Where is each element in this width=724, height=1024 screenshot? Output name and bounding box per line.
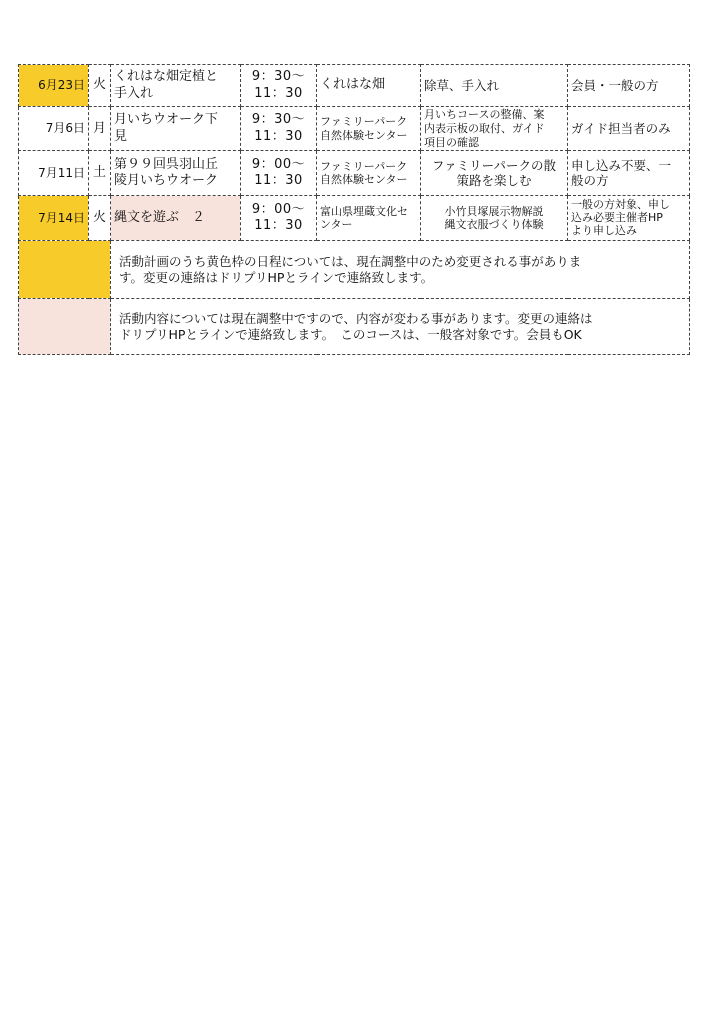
target-cell bbox=[568, 107, 690, 151]
time-start: 9：30〜 bbox=[251, 69, 306, 85]
content-cell bbox=[421, 196, 568, 241]
title-cell bbox=[111, 196, 241, 241]
target-cell bbox=[568, 151, 690, 196]
schedule-table bbox=[18, 64, 690, 355]
place-line: ファミリーパーク bbox=[320, 159, 408, 173]
title-line: 月いちウオーク下 bbox=[114, 112, 219, 128]
content-line: 小竹貝塚展示物解説 bbox=[444, 204, 544, 218]
content-line: 内表示板の取付、ガイド bbox=[424, 121, 545, 135]
place-line: 自然体験センター bbox=[320, 128, 408, 142]
place-line: ファミリーパーク bbox=[320, 114, 408, 128]
title-line: 見 bbox=[114, 128, 128, 144]
target-line: 会員・一般の方 bbox=[571, 77, 659, 93]
time-end: 11：30 bbox=[254, 173, 303, 189]
note-row bbox=[19, 299, 690, 355]
weekday-cell: 土 bbox=[89, 151, 111, 196]
time-cell bbox=[241, 107, 317, 151]
time-end: 11：30 bbox=[254, 128, 303, 144]
schedule-row bbox=[19, 65, 690, 107]
title-line: 陵月いちウオーク bbox=[114, 173, 219, 189]
target-line: ガイド担当者のみ bbox=[571, 120, 671, 136]
time-cell bbox=[241, 196, 317, 241]
title-line: 縄文を遊ぶ ２ bbox=[114, 210, 206, 226]
time-cell bbox=[241, 151, 317, 196]
schedule-row bbox=[19, 151, 690, 196]
target-line: より申し込み bbox=[571, 223, 637, 237]
pink-legend-swatch bbox=[19, 299, 111, 355]
date-cell: 7月14日 bbox=[19, 196, 89, 241]
title-cell bbox=[111, 107, 241, 151]
time-end: 11：30 bbox=[254, 85, 303, 101]
note-row bbox=[19, 241, 690, 299]
time-end: 11：30 bbox=[254, 218, 303, 234]
target-cell bbox=[568, 196, 690, 241]
schedule-row bbox=[19, 196, 690, 241]
target-line: 一般の方対象、申し bbox=[571, 198, 670, 212]
date-cell: 7月6日 bbox=[19, 107, 89, 151]
content-cell bbox=[421, 65, 568, 107]
place-line: 自然体験センター bbox=[320, 173, 408, 187]
place-line: ンター bbox=[320, 218, 353, 232]
target-line: 込み必要主催者HP bbox=[571, 210, 663, 224]
content-line: 項目の確認 bbox=[424, 135, 479, 149]
content-cell bbox=[421, 107, 568, 151]
target-line: 般の方 bbox=[571, 173, 609, 189]
target-line: 申し込み不要、一 bbox=[571, 157, 672, 173]
place-line: 富山県埋蔵文化セ bbox=[320, 204, 408, 218]
note-line: 活動計画のうち黄色枠の日程については、現在調整中のため変更される事がありま bbox=[119, 254, 582, 270]
place-cell bbox=[317, 65, 421, 107]
time-start: 9：00〜 bbox=[251, 202, 306, 217]
content-line: 縄文衣服づくり体験 bbox=[444, 218, 544, 232]
place-cell bbox=[317, 107, 421, 151]
content-line: 策路を楽しむ bbox=[456, 173, 532, 189]
yellow-legend-swatch bbox=[19, 241, 111, 299]
weekday-cell: 火 bbox=[89, 196, 111, 241]
title-cell bbox=[111, 65, 241, 107]
date-cell: 6月23日 bbox=[19, 65, 89, 107]
pink-note bbox=[111, 299, 690, 355]
title-line: くれはな畑定植と bbox=[114, 69, 219, 85]
time-start: 9：30〜 bbox=[251, 112, 306, 128]
content-cell bbox=[421, 151, 568, 196]
weekday-cell: 月 bbox=[89, 107, 111, 151]
note-line: ドリプリHPとラインで連絡致します。 このコースは、一般客対象です。会員もOK bbox=[119, 326, 582, 342]
content-line: 除草、手入れ bbox=[424, 77, 500, 93]
yellow-note bbox=[111, 241, 690, 299]
time-start: 9：00〜 bbox=[251, 157, 306, 172]
title-cell bbox=[111, 151, 241, 196]
note-line: 活動内容については現在調整中ですので、内容が変わる事があります。変更の連絡は bbox=[119, 311, 593, 327]
weekday-cell: 火 bbox=[89, 65, 111, 107]
content-line: 月いちコースの整備、案 bbox=[424, 108, 545, 121]
schedule-row bbox=[19, 107, 690, 151]
place-cell bbox=[317, 196, 421, 241]
content-line: ファミリーパークの散 bbox=[431, 157, 557, 173]
note-line: す。変更の連絡はドリプリHPとラインで連絡致します。 bbox=[119, 269, 434, 285]
title-line: 手入れ bbox=[114, 85, 154, 101]
title-line: 第９９回呉羽山丘 bbox=[114, 157, 219, 172]
target-cell bbox=[568, 65, 690, 107]
place-cell bbox=[317, 151, 421, 196]
time-cell bbox=[241, 65, 317, 107]
date-cell: 7月11日 bbox=[19, 151, 89, 196]
place-line: くれはな畑 bbox=[320, 77, 386, 93]
